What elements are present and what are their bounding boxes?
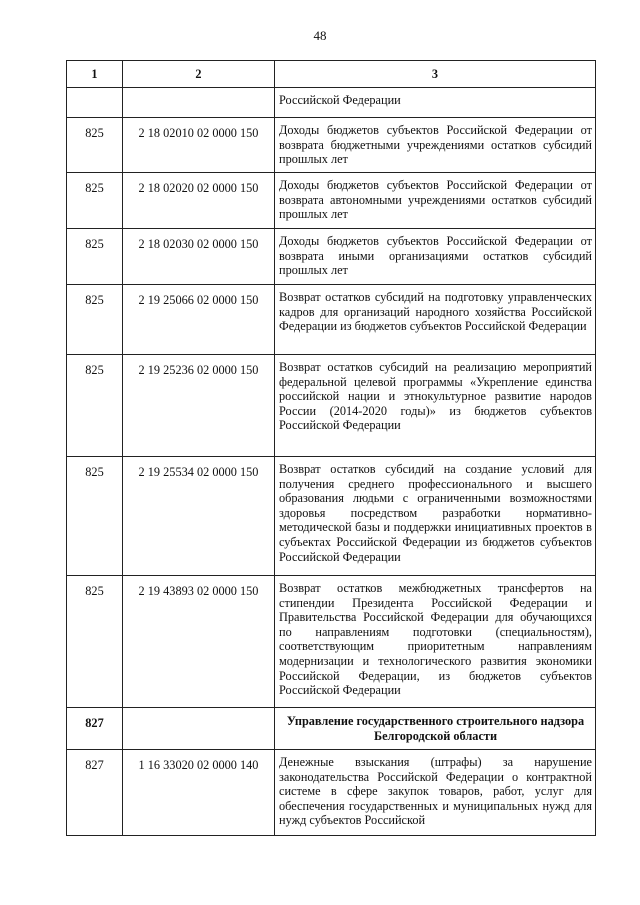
budget-code-cell: 2 19 25534 02 0000 150 — [123, 457, 275, 576]
budget-code-cell: 2 18 02020 02 0000 150 — [123, 173, 275, 229]
revenue-name-cell: Возврат остатков межбюджетных трансфертов на стипендии Президента Российской Федерации и Правительства Российской Федерации для обучающихся по направлениям подготовки (специальностям), соответствующим приоритетным направлениям модернизации и технологического развития экономики Российской Федерации, из бюджетов субъектов Российской Федерации — [275, 576, 596, 708]
budget-code-cell: 2 18 02010 02 0000 150 — [123, 118, 275, 173]
revenue-name-cell: Доходы бюджетов субъектов Российской Федерации от возврата бюджетными учреждениями остатков субсидий прошлых лет — [275, 118, 596, 173]
column-header-code: 2 — [123, 61, 275, 88]
table-row — [67, 285, 596, 355]
budget-code-cell: 1 16 33020 02 0000 140 — [123, 750, 275, 836]
budget-code-cell: 2 19 25236 02 0000 150 — [123, 355, 275, 457]
table-row — [67, 457, 596, 576]
table-row — [67, 576, 596, 708]
revenue-name-cell: Российской Федерации — [275, 88, 596, 118]
revenue-name-cell: Денежные взыскания (штрафы) за нарушение законодательства Российской Федерации о контрактной системе в сфере закупок товаров, работ, услуг для обеспечения государственных и муниципальных нужд для нужд субъектов Российской — [275, 750, 596, 836]
table-row — [67, 173, 596, 229]
revenue-name-cell: Возврат остатков субсидий на создание условий для получения среднего профессионального и высшего образования людьми с ограниченными возможностями здоровья посредством разработки нормативно-методической базы и поддержки инициативных проектов в субъектах Российской Федерации из бюджетов субъектов Российской Федерации — [275, 457, 596, 576]
budget-code-cell — [123, 88, 275, 118]
admin-code-cell: 825 — [67, 457, 123, 576]
budget-code-cell: 2 18 02030 02 0000 150 — [123, 229, 275, 285]
admin-code-cell: 825 — [67, 173, 123, 229]
revenue-name-cell: Возврат остатков субсидий на реализацию мероприятий федеральной целевой программы «Укрепление единства российской нации и этнокультурное развитие народов России (2014-2020 годы)» из бюджетов субъектов Российской Федерации — [275, 355, 596, 457]
admin-code-cell: 825 — [67, 229, 123, 285]
table-row — [67, 750, 596, 836]
admin-code-cell: 825 — [67, 355, 123, 457]
admin-code-cell: 825 — [67, 285, 123, 355]
budget-code-cell: 2 19 43893 02 0000 150 — [123, 576, 275, 708]
admin-code-cell: 825 — [67, 118, 123, 173]
admin-code-cell: 827 — [67, 750, 123, 836]
table-row — [67, 88, 596, 118]
budget-code-cell: 2 19 25066 02 0000 150 — [123, 285, 275, 355]
revenue-name-cell: Возврат остатков субсидий на подготовку управленческих кадров для организаций народного хозяйства Российской Федерации из бюджетов субъектов Российской Федерации — [275, 285, 596, 355]
table-header-row — [67, 61, 596, 88]
table-row — [67, 708, 596, 750]
budget-code-cell — [123, 708, 275, 750]
administrator-title-cell: Управление государственного строительного надзора Белгородской области — [275, 708, 596, 750]
column-header-admin: 1 — [67, 61, 123, 88]
table-row — [67, 355, 596, 457]
revenue-name-cell: Доходы бюджетов субъектов Российской Федерации от возврата иными организациями остатков субсидий прошлых лет — [275, 229, 596, 285]
budget-classification-table — [66, 60, 596, 836]
column-header-name: 3 — [275, 61, 596, 88]
table-row — [67, 118, 596, 173]
admin-code-cell: 827 — [67, 708, 123, 750]
table-row — [67, 229, 596, 285]
admin-code-cell — [67, 88, 123, 118]
page-number: 48 — [313, 28, 327, 43]
revenue-name-cell: Доходы бюджетов субъектов Российской Федерации от возврата автономными учреждениями остатков субсидий прошлых лет — [275, 173, 596, 229]
admin-code-cell: 825 — [67, 576, 123, 708]
